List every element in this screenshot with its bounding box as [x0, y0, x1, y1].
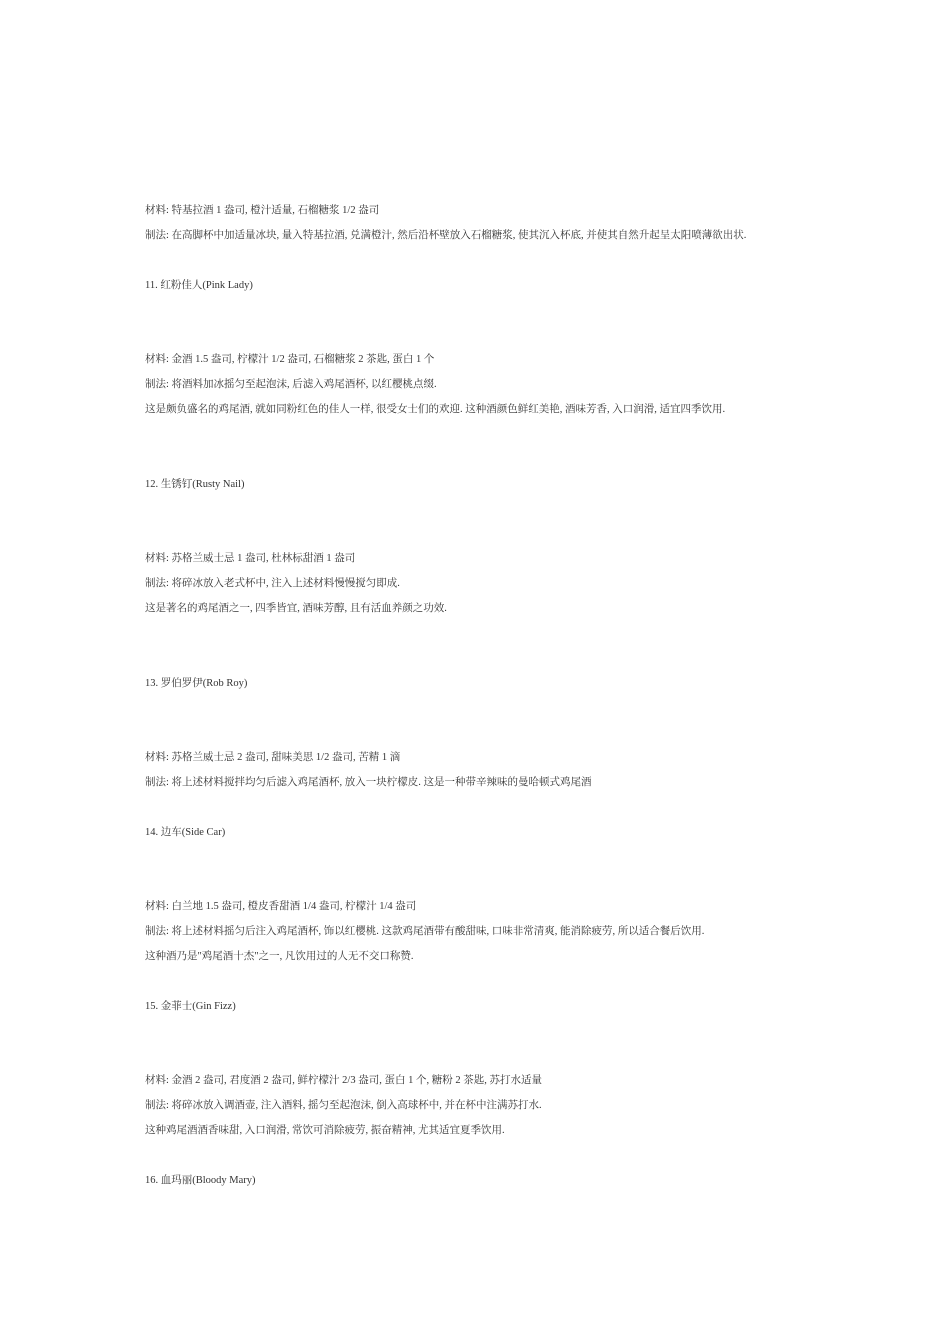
- cocktail-method-side-car: 制法: 将上述材料摇匀后注入鸡尾酒杯, 饰以红樱桃. 这款鸡尾酒带有酸甜味, 口味非常清爽, 能消除疲劳, 所以适合餐后饮用.: [145, 926, 705, 937]
- cocktail-method-gin-fizz: 制法: 将碎冰放入调酒壶, 注入酒料, 摇匀至起泡沫, 倒入高球杯中, 并在杯中注满苏打水.: [145, 1100, 542, 1111]
- cocktail-note-rusty-nail: 这是著名的鸡尾酒之一, 四季皆宜, 酒味芳醇, 且有活血养颜之功效.: [145, 603, 447, 614]
- cocktail-heading-bloody-mary: 16. 血玛丽(Bloody Mary): [145, 1175, 256, 1186]
- cocktail-heading-gin-fizz: 15. 金菲士(Gin Fizz): [145, 1001, 236, 1012]
- cocktail-heading-side-car: 14. 边车(Side Car): [145, 827, 226, 838]
- intro-materials: 材料: 特基拉酒 1 盎司, 橙汁适量, 石榴糖浆 1/2 盎司: [145, 205, 380, 216]
- cocktail-materials-side-car: 材料: 白兰地 1.5 盎司, 橙皮香甜酒 1/4 盎司, 柠檬汁 1/4 盎司: [145, 901, 417, 912]
- cocktail-heading-pink-lady: 11. 红粉佳人(Pink Lady): [145, 280, 253, 291]
- cocktail-method-pink-lady: 制法: 将酒料加冰摇匀至起泡沫, 后滤入鸡尾酒杯, 以红樱桃点缀.: [145, 379, 437, 390]
- cocktail-materials-gin-fizz: 材料: 金酒 2 盎司, 君度酒 2 盎司, 鲜柠檬汁 2/3 盎司, 蛋白 1 个, 糖粉 2 茶匙, 苏打水适量: [145, 1075, 542, 1086]
- cocktail-materials-rob-roy: 材料: 苏格兰威士忌 2 盎司, 甜味美思 1/2 盎司, 苦精 1 滴: [145, 752, 401, 763]
- intro-method: 制法: 在高脚杯中加适量冰块, 量入特基拉酒, 兑满橙汁, 然后沿杯壁放入石榴糖浆, 使其沉入杯底, 并使其自然升起呈太阳喷薄欲出状.: [145, 230, 747, 241]
- cocktail-heading-rob-roy: 13. 罗伯罗伊(Rob Roy): [145, 678, 248, 689]
- cocktail-note-side-car: 这种酒乃是"鸡尾酒十杰"之一, 凡饮用过的人无不交口称赞.: [145, 951, 414, 962]
- cocktail-method-rusty-nail: 制法: 将碎冰放入老式杯中, 注入上述材料慢慢搅匀即成.: [145, 578, 400, 589]
- cocktail-materials-rusty-nail: 材料: 苏格兰威士忌 1 盎司, 杜林标甜酒 1 盎司: [145, 553, 356, 564]
- cocktail-method-rob-roy: 制法: 将上述材料搅拌均匀后滤入鸡尾酒杯, 放入一块柠檬皮. 这是一种带辛辣味的曼哈顿式鸡尾酒: [145, 777, 592, 788]
- cocktail-heading-rusty-nail: 12. 生锈钉(Rusty Nail): [145, 479, 245, 490]
- cocktail-note-pink-lady: 这是颇负盛名的鸡尾酒, 就如同粉红色的佳人一样, 很受女士们的欢迎. 这种酒颜色鲜红美艳, 酒味芳香, 入口润滑, 适宜四季饮用.: [145, 404, 726, 415]
- cocktail-materials-pink-lady: 材料: 金酒 1.5 盎司, 柠檬汁 1/2 盎司, 石榴糖浆 2 茶匙, 蛋白 1 个: [145, 354, 435, 365]
- cocktail-note-gin-fizz: 这种鸡尾酒酒香味甜, 入口润滑, 常饮可消除疲劳, 振奋精神, 尤其适宜夏季饮用.: [145, 1125, 505, 1136]
